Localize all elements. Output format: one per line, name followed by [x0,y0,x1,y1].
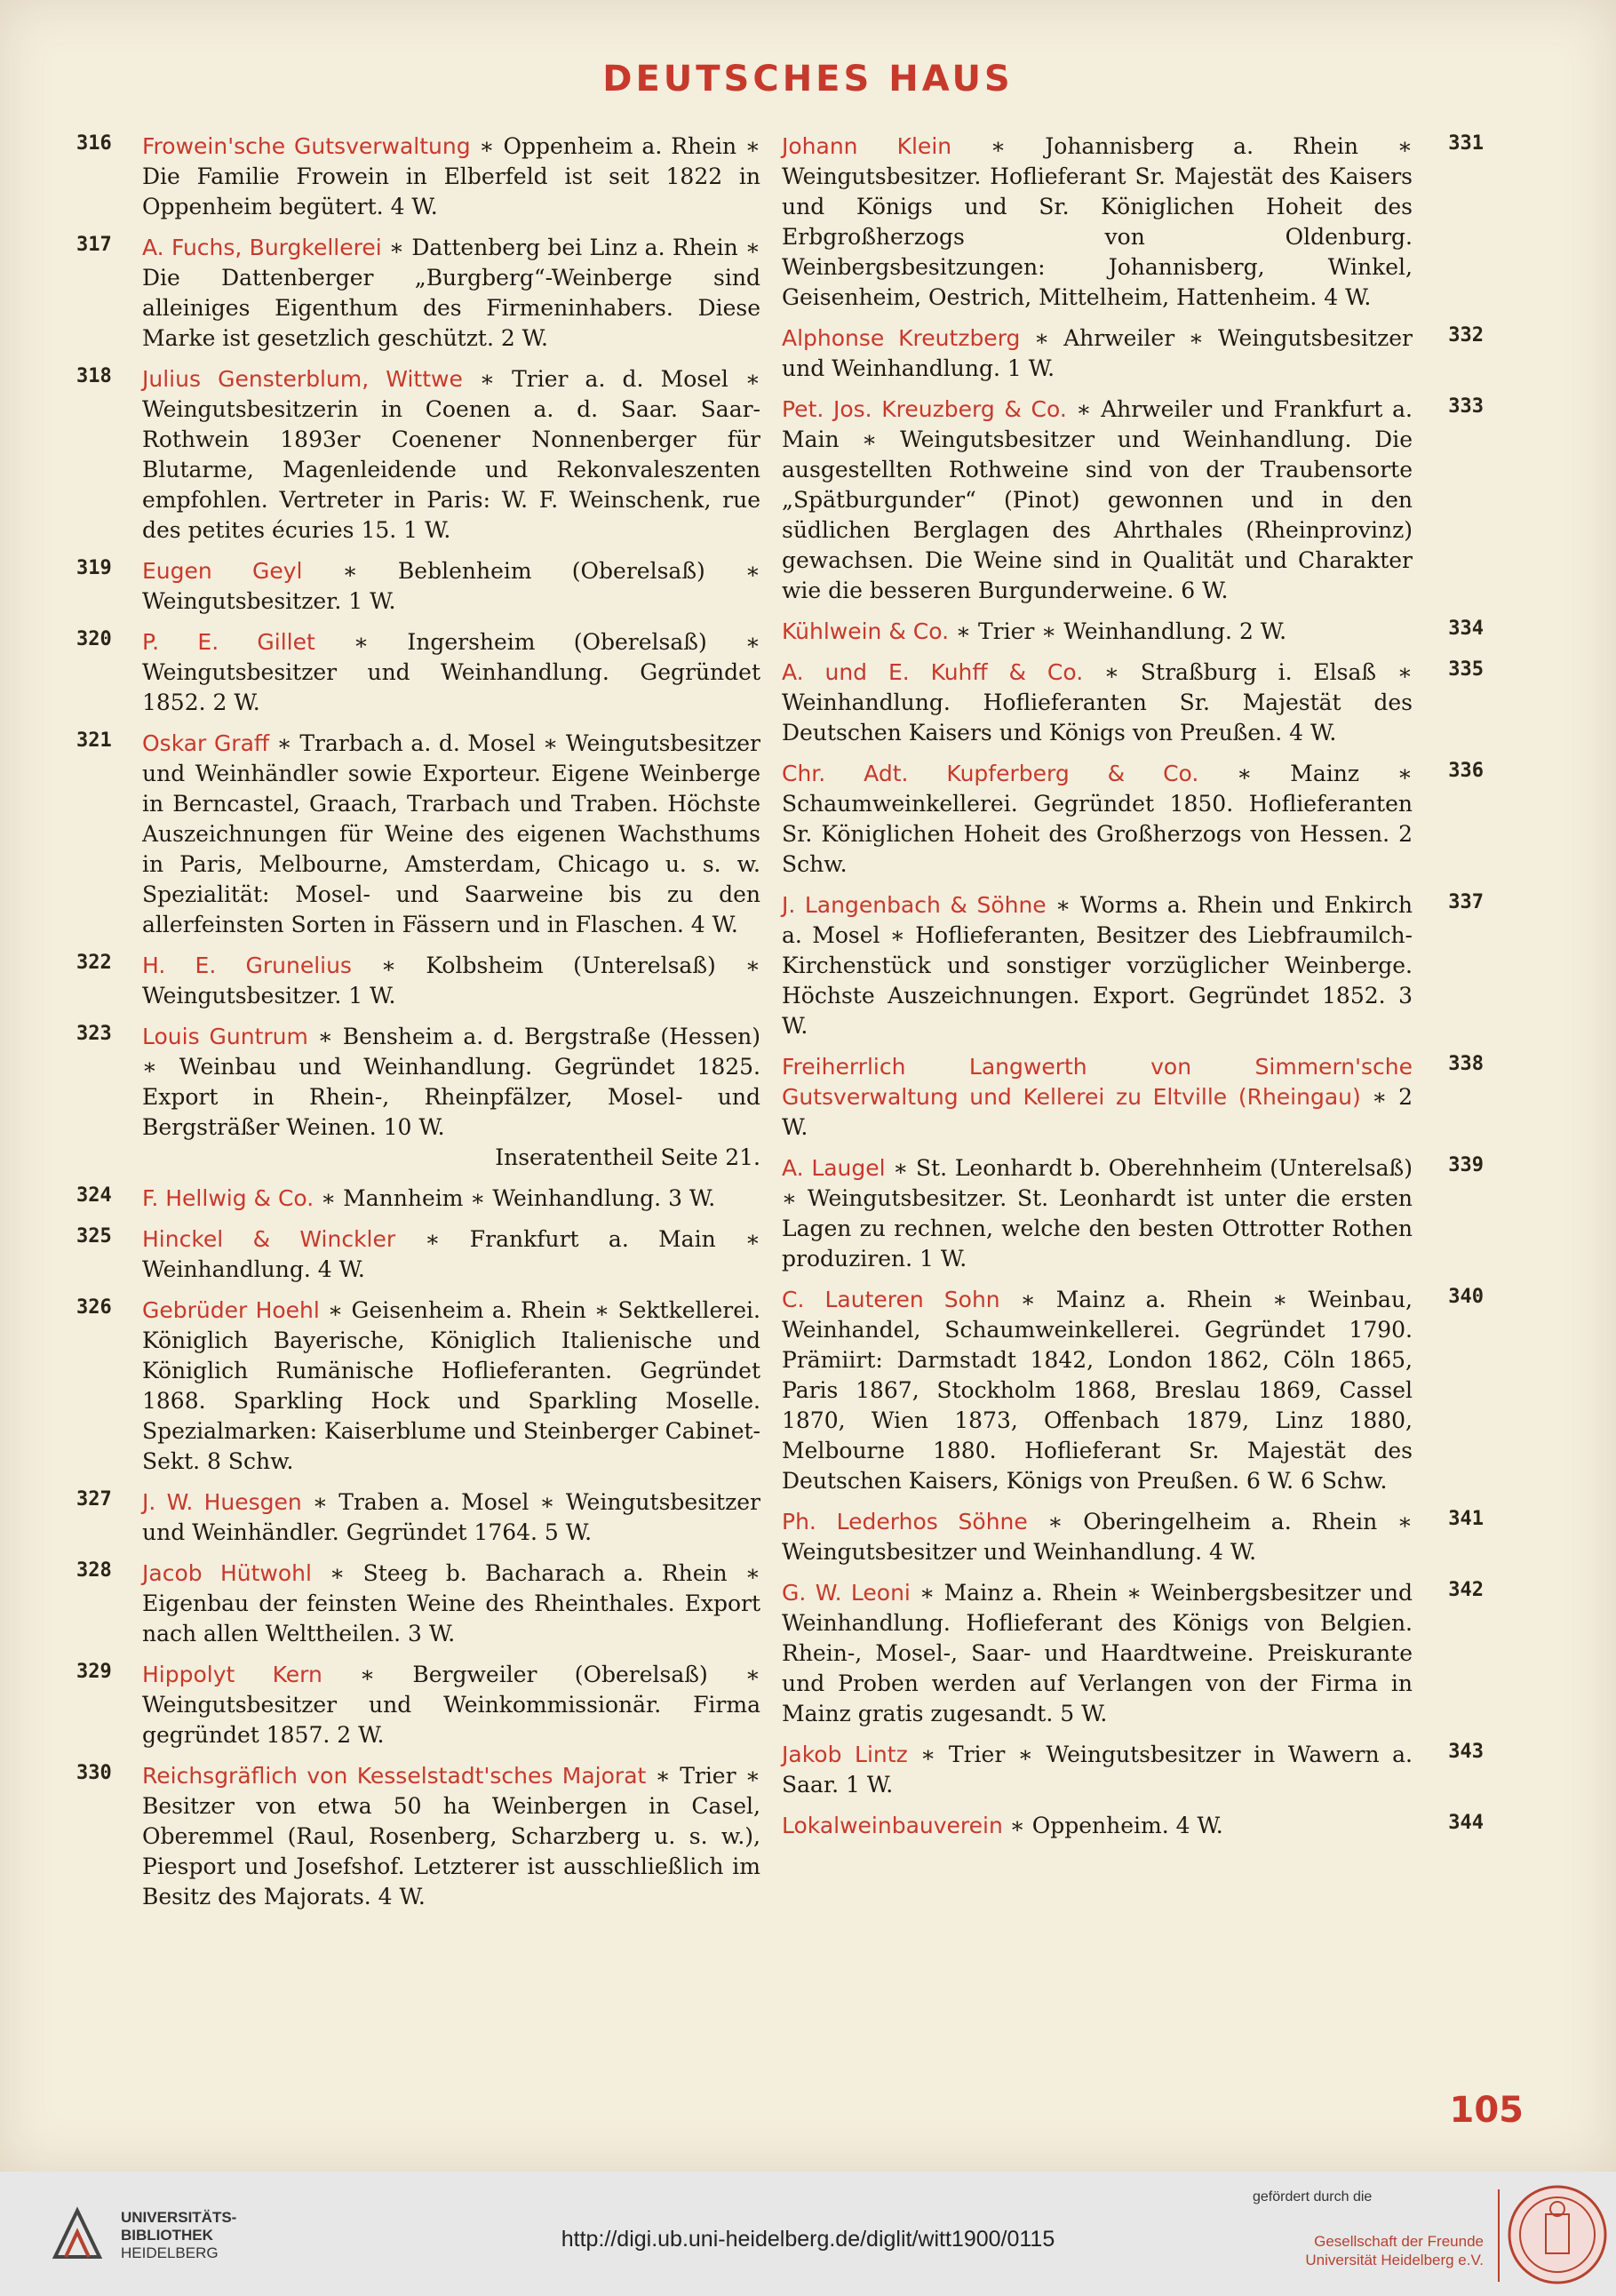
entry-text [782,890,1413,1041]
entry-firm-name: Johann Klein [782,133,952,159]
entry-firm-name: J. Langenbach & Söhne [782,892,1047,918]
footer-divider [1498,2189,1500,2282]
directory-entry [76,364,760,546]
entry-firm-name: Hippolyt Kern [142,1662,322,1687]
source-url-link[interactable]: http://digi.ub.uni-heidelberg.de/diglit/witt1900/0115 [561,2227,1055,2252]
entry-text [782,132,1413,313]
footer-bar [0,2172,1616,2296]
entry-description: ∗ Mainz a. Rhein ∗ Weinbau, Weinhandel, Schaumweinkellerei. Gegründet 1790. Prämiirt: Darmstadt 1842, London 1862, Cöln 1865, Paris 1867, Stockholm 1868, Breslau 1869, Cassel 1870, Wien 1873, Offenbach 1879, Linz 1880, Melbourne 1880. Hoflieferant Sr. Majestät des Deutschen Kaisers, Königs von Preußen. 6 W. 6 Schw. [782,1287,1413,1494]
entry-description: ∗ Traben a. Mosel ∗ Weingutsbesitzer und Weinhändler. Gegründet 1764. 5 W. [142,1489,760,1545]
entry-text [782,1052,1413,1143]
sponsor-label: gefördert durch die [1253,2189,1373,2204]
directory-entry [76,556,760,617]
entry-text [782,759,1413,880]
entry-text [782,1507,1413,1567]
entry-firm-name: C. Lauteren Sohn [782,1287,1000,1312]
directory-entry [782,1052,1484,1143]
entry-description: ∗ Johannisberg a. Rhein ∗ Weingutsbesitzer. Hoflieferant Sr. Majestät des Kaisers und Königs und Sr. Königlichen Hoheit des Erbgroßherzogs von Oldenburg. Weinbergsbesitzungen: Johannisberg, Winkel, Geisenheim, Oestrich, Mittelheim, Hattenheim. 4 W. [782,133,1413,310]
directory-entry [782,395,1484,606]
entry-description: ∗ 2 W. [782,1084,1413,1140]
entry-firm-name: Ph. Lederhos Söhne [782,1509,1028,1535]
library-name-line: UNIVERSITÄTS- [121,2209,237,2226]
entry-advert-reference: Inseratentheil Seite 21. [495,1144,760,1170]
entry-number: 326 [76,1296,112,1319]
entry-text [782,1578,1413,1729]
directory-entry [782,1578,1484,1729]
directory-entry [76,1184,760,1214]
entry-description: ∗ Mainz a. Rhein ∗ Weinbergsbesitzer und Weinhandlung. Hoflieferant des Königs von Belgien. Rhein-, Mosel-, Saar- und Haardtweine. Preiskurante und Proben werden auf Verlangen von der Firma in Mainz gratis zugesandt. 5 W. [782,1580,1413,1726]
entry-description: ∗ Beblenheim (Oberelsaß) ∗ Weingutsbesitzer. 1 W. [142,558,760,614]
entry-text [782,1285,1413,1496]
entry-number: 325 [76,1225,112,1248]
directory-entry [76,132,760,222]
entry-firm-name: G. W. Leoni [782,1580,911,1606]
directory-entry [782,759,1484,880]
entry-number: 330 [76,1762,112,1784]
entry-firm-name: F. Hellwig & Co. [142,1185,314,1211]
entry-firm-name: Alphonse Kreutzberg [782,325,1021,351]
entry-text [142,627,760,718]
entry-description: ∗ Trier a. d. Mosel ∗ Weingutsbesitzerin in Coenen a. d. Saar. Saar-Rothwein 1893er Coenener Nonnenberger für Blutarme, Magenleidende und Rekonvaleszenten empfohlen. Vertreter in Paris: W. F. Weinschenk, rue des petites écuries 15. 1 W. [142,366,760,543]
directory-entry [782,1811,1484,1841]
entry-firm-name: A. Laugel [782,1155,886,1181]
entry-text [142,1660,760,1750]
directory-entry [782,617,1484,647]
entry-description: ∗ Ahrweiler und Frankfurt a. Main ∗ Weingutsbesitzer und Weinhandlung. Die ausgestellten Rothweine sind von der Traubensorte „Spätburgunder“ (Pinot) gewonnen und in den südlichen Berglagen des Ahrthales (Rheinprovinz) gewachsen. Die Weine sind in Qualität und Charakter wie die besseren Burgunderweine. 6 W. [782,396,1413,603]
entry-number: 320 [76,628,112,650]
entry-number: 327 [76,1488,112,1511]
entry-firm-name: Reichsgräflich von Kesselstadt'sches Majorat [142,1763,647,1789]
entry-firm-name: Jacob Hütwohl [142,1560,312,1586]
directory-entry [782,323,1484,384]
page-title: DEUTSCHES HAUS [602,59,1014,100]
sponsor-name [1217,2232,1484,2269]
entry-text [142,233,760,354]
directory-entry [76,1224,760,1285]
directory-entry [782,890,1484,1041]
entry-firm-name: Freiherrlich Langwerth von Simmern'sche Gutsverwaltung und Kellerei zu Eltville (Rheingau) [782,1054,1413,1110]
entry-description: ∗ Mannheim ∗ Weinhandlung. 3 W. [314,1185,716,1211]
entry-firm-name: P. E. Gillet [142,629,315,655]
entry-description: ∗ Worms a. Rhein und Enkirch a. Mosel ∗ Hoflieferanten, Besitzer des Liebfraumilch-Kirchenstück und sonstiger vorzüglicher Weinberge. Höchste Auszeichnungen. Export. Gegründet 1852. 3 W. [782,892,1413,1039]
entry-description: ∗ Straßburg i. Elsaß ∗ Weinhandlung. Hoflieferanten Sr. Majestät des Deutschen Kaisers und Königs von Preußen. 4 W. [782,659,1413,745]
directory-entry [782,658,1484,748]
directory-entry [782,1153,1484,1274]
directory-entry [76,729,760,940]
entry-number: 317 [76,234,112,256]
entry-description: ∗ Geisenheim a. Rhein ∗ Sektkellerei. Königlich Bayerische, Königlich Italienische und Königlich Rumänische Hoflieferanten. Gegründet 1868. Sparkling Hock und Sparkling Moselle. Spezialmarken: Kaiserblume und Steinberger Cabinet-Sekt. 8 Schw. [142,1297,760,1474]
entry-firm-name: Hinckel & Winckler [142,1226,396,1252]
entry-number: 324 [76,1184,112,1207]
entry-text [142,729,760,940]
entry-text [782,617,1413,647]
entry-text [142,364,760,546]
entry-number: 318 [76,365,112,387]
university-seal-icon [1507,2184,1608,2285]
directory-entry [782,1740,1484,1800]
entry-description: ∗ Oberingelheim a. Rhein ∗ Weingutsbesitzer und Weinhandlung. 4 W. [782,1509,1413,1565]
directory-entry [76,1559,760,1649]
entry-firm-name: Gebrüder Hoehl [142,1297,320,1323]
library-name-line: HEIDELBERG [121,2244,219,2261]
entry-text [142,1559,760,1649]
entry-firm-name: Pet. Jos. Kreuzberg & Co. [782,396,1067,422]
directory-entry [76,1761,760,1912]
library-name-line: BIBLIOTHEK [121,2227,213,2244]
entry-number: 338 [1448,1053,1484,1075]
directory-entry [782,132,1484,313]
entry-number: 331 [1448,132,1484,155]
entry-description: ∗ Trier ∗ Besitzer von etwa 50 ha Weinbergen in Casel, Oberemmel (Raul, Rosenberg, Scharzberg u. s. w.), Piesport und Josefshof. Letzterer ist ausschließlich im Besitz des Majorats. 4 W. [142,1763,760,1909]
entry-number: 337 [1448,891,1484,913]
directory-entry [782,1507,1484,1567]
entry-text [782,323,1413,384]
entry-firm-name: Louis Guntrum [142,1024,308,1049]
entry-number: 319 [76,557,112,579]
entry-number: 316 [76,132,112,155]
entry-firm-name: J. W. Huesgen [142,1489,302,1515]
entry-description: ∗ Trarbach a. d. Mosel ∗ Weingutsbesitzer und Weinhändler sowie Exporteur. Eigene Weinberge in Berncastel, Graach, Trarbach und Traben. Höchste Auszeichnungen für Weine des eigenen Wachsthums in Paris, Melbourne, Amsterdam, Chicago u. s. w. Spezialität: Mosel- und Saarweine bis zu den allerfeinsten Sorten in Fässern und in Flaschen. 4 W. [142,730,760,937]
directory-entry [76,627,760,718]
directory-entry [76,951,760,1011]
sponsor-name-line: Universität Heidelberg e.V. [1305,2252,1484,2268]
entry-description: ∗ Mainz ∗ Schaumweinkellerei. Gegründet 1850. Hoflieferanten Sr. Königlichen Hoheit des Großherzogs von Hessen. 2 Schw. [782,761,1413,877]
right-column [782,132,1484,1852]
entry-firm-name: Julius Gensterblum, Wittwe [142,366,463,392]
entry-text [782,1740,1413,1800]
entry-text [142,1295,760,1477]
left-column [76,132,760,1923]
directory-entry [76,233,760,354]
entry-description: ∗ Steeg b. Bacharach a. Rhein ∗ Eigenbau der feinsten Weine des Rheinthales. Export nach allen Welttheilen. 3 W. [142,1560,760,1646]
entry-number: 342 [1448,1579,1484,1601]
entry-description: ∗ Frankfurt a. Main ∗ Weinhandlung. 4 W. [142,1226,760,1282]
entry-number: 341 [1448,1508,1484,1530]
entry-description: ∗ Bensheim a. d. Bergstraße (Hessen) ∗ Weinbau und Weinhandlung. Gegründet 1825. Export in Rhein-, Rheinpfälzer, Mosel- und Bergsträßer Weinen. 10 W. [142,1024,760,1140]
entry-firm-name: Frowein'sche Gutsverwaltung [142,133,471,159]
entry-firm-name: Oskar Graff [142,730,270,756]
entry-number: 321 [76,729,112,752]
entry-firm-name: H. E. Grunelius [142,953,352,978]
entry-number: 344 [1448,1812,1484,1834]
entry-text [782,658,1413,748]
directory-entry [782,1285,1484,1496]
directory-entry [76,1295,760,1477]
entry-text [142,556,760,617]
entry-firm-name: A. und E. Kuhff & Co. [782,659,1084,685]
entry-text [782,1811,1413,1841]
sponsor-name-line: Gesellschaft der Freunde [1314,2233,1484,2250]
entry-number: 322 [76,952,112,974]
page-number: 105 [1449,2090,1524,2131]
entry-text [142,1184,760,1214]
entry-text [142,1487,760,1548]
entry-text [142,1022,760,1143]
entry-text [142,132,760,222]
entry-firm-name: A. Fuchs, Burgkellerei [142,235,382,260]
entry-description: ∗ Trier ∗ Weingutsbesitzer in Wawern a. Saar. 1 W. [782,1742,1413,1798]
entry-description: ∗ Oppenheim. 4 W. [1002,1813,1223,1838]
entry-description: ∗ Kolbsheim (Unterelsaß) ∗ Weingutsbesitzer. 1 W. [142,953,760,1008]
entry-text [142,1224,760,1285]
entry-firm-name: Lokalweinbauverein [782,1813,1003,1838]
entry-number: 336 [1448,760,1484,782]
directory-entry [76,1660,760,1750]
entry-firm-name: Eugen Geyl [142,558,303,584]
entry-description: ∗ Oppenheim a. Rhein ∗ Die Familie Frowein in Elberfeld ist seit 1822 in Oppenheim begütert. 4 W. [142,133,760,219]
entry-text [782,395,1413,606]
entry-description: ∗ Bergweiler (Oberelsaß) ∗ Weingutsbesitzer und Weinkommissionär. Firma gegründet 1857. 2 W. [142,1662,760,1748]
entry-text [142,1761,760,1912]
entry-number: 335 [1448,658,1484,681]
entry-firm-name: Chr. Adt. Kupferberg & Co. [782,761,1199,786]
directory-entry [76,1487,760,1548]
entry-firm-name: Jakob Lintz [782,1742,908,1767]
entry-number: 329 [76,1661,112,1683]
entry-number: 334 [1448,618,1484,640]
entry-description: ∗ Dattenberg bei Linz a. Rhein ∗ Die Dattenberger „Burgberg“-Weinberge sind alleiniges Eigenthum des Firmeninhabers. Diese Marke ist gesetzlich geschützt. 2 W. [142,235,760,351]
entry-description: ∗ Trier ∗ Weinhandlung. 2 W. [949,618,1287,644]
directory-entry [76,1022,760,1173]
entry-number: 339 [1448,1154,1484,1176]
entry-text [782,1153,1413,1274]
entry-text [142,951,760,1011]
entry-description: ∗ Ahrweiler ∗ Weingutsbesitzer und Weinhandlung. 1 W. [782,325,1413,381]
entry-number: 333 [1448,395,1484,418]
entry-number: 323 [76,1023,112,1045]
entry-number: 343 [1448,1741,1484,1763]
entry-description: ∗ St. Leonhardt b. Oberehnheim (Unterelsaß) ∗ Weingutsbesitzer. St. Leonhardt ist unter die ersten Lagen zu rechnen, welche den besten Ottrotter Rothen produziren. 1 W. [782,1155,1413,1272]
entry-number: 340 [1448,1286,1484,1308]
entry-number: 328 [76,1559,112,1582]
entry-description: ∗ Ingersheim (Oberelsaß) ∗ Weingutsbesitzer und Weinhandlung. Gegründet 1852. 2 W. [142,629,760,715]
entry-firm-name: Kühlwein & Co. [782,618,950,644]
entry-number: 332 [1448,324,1484,347]
